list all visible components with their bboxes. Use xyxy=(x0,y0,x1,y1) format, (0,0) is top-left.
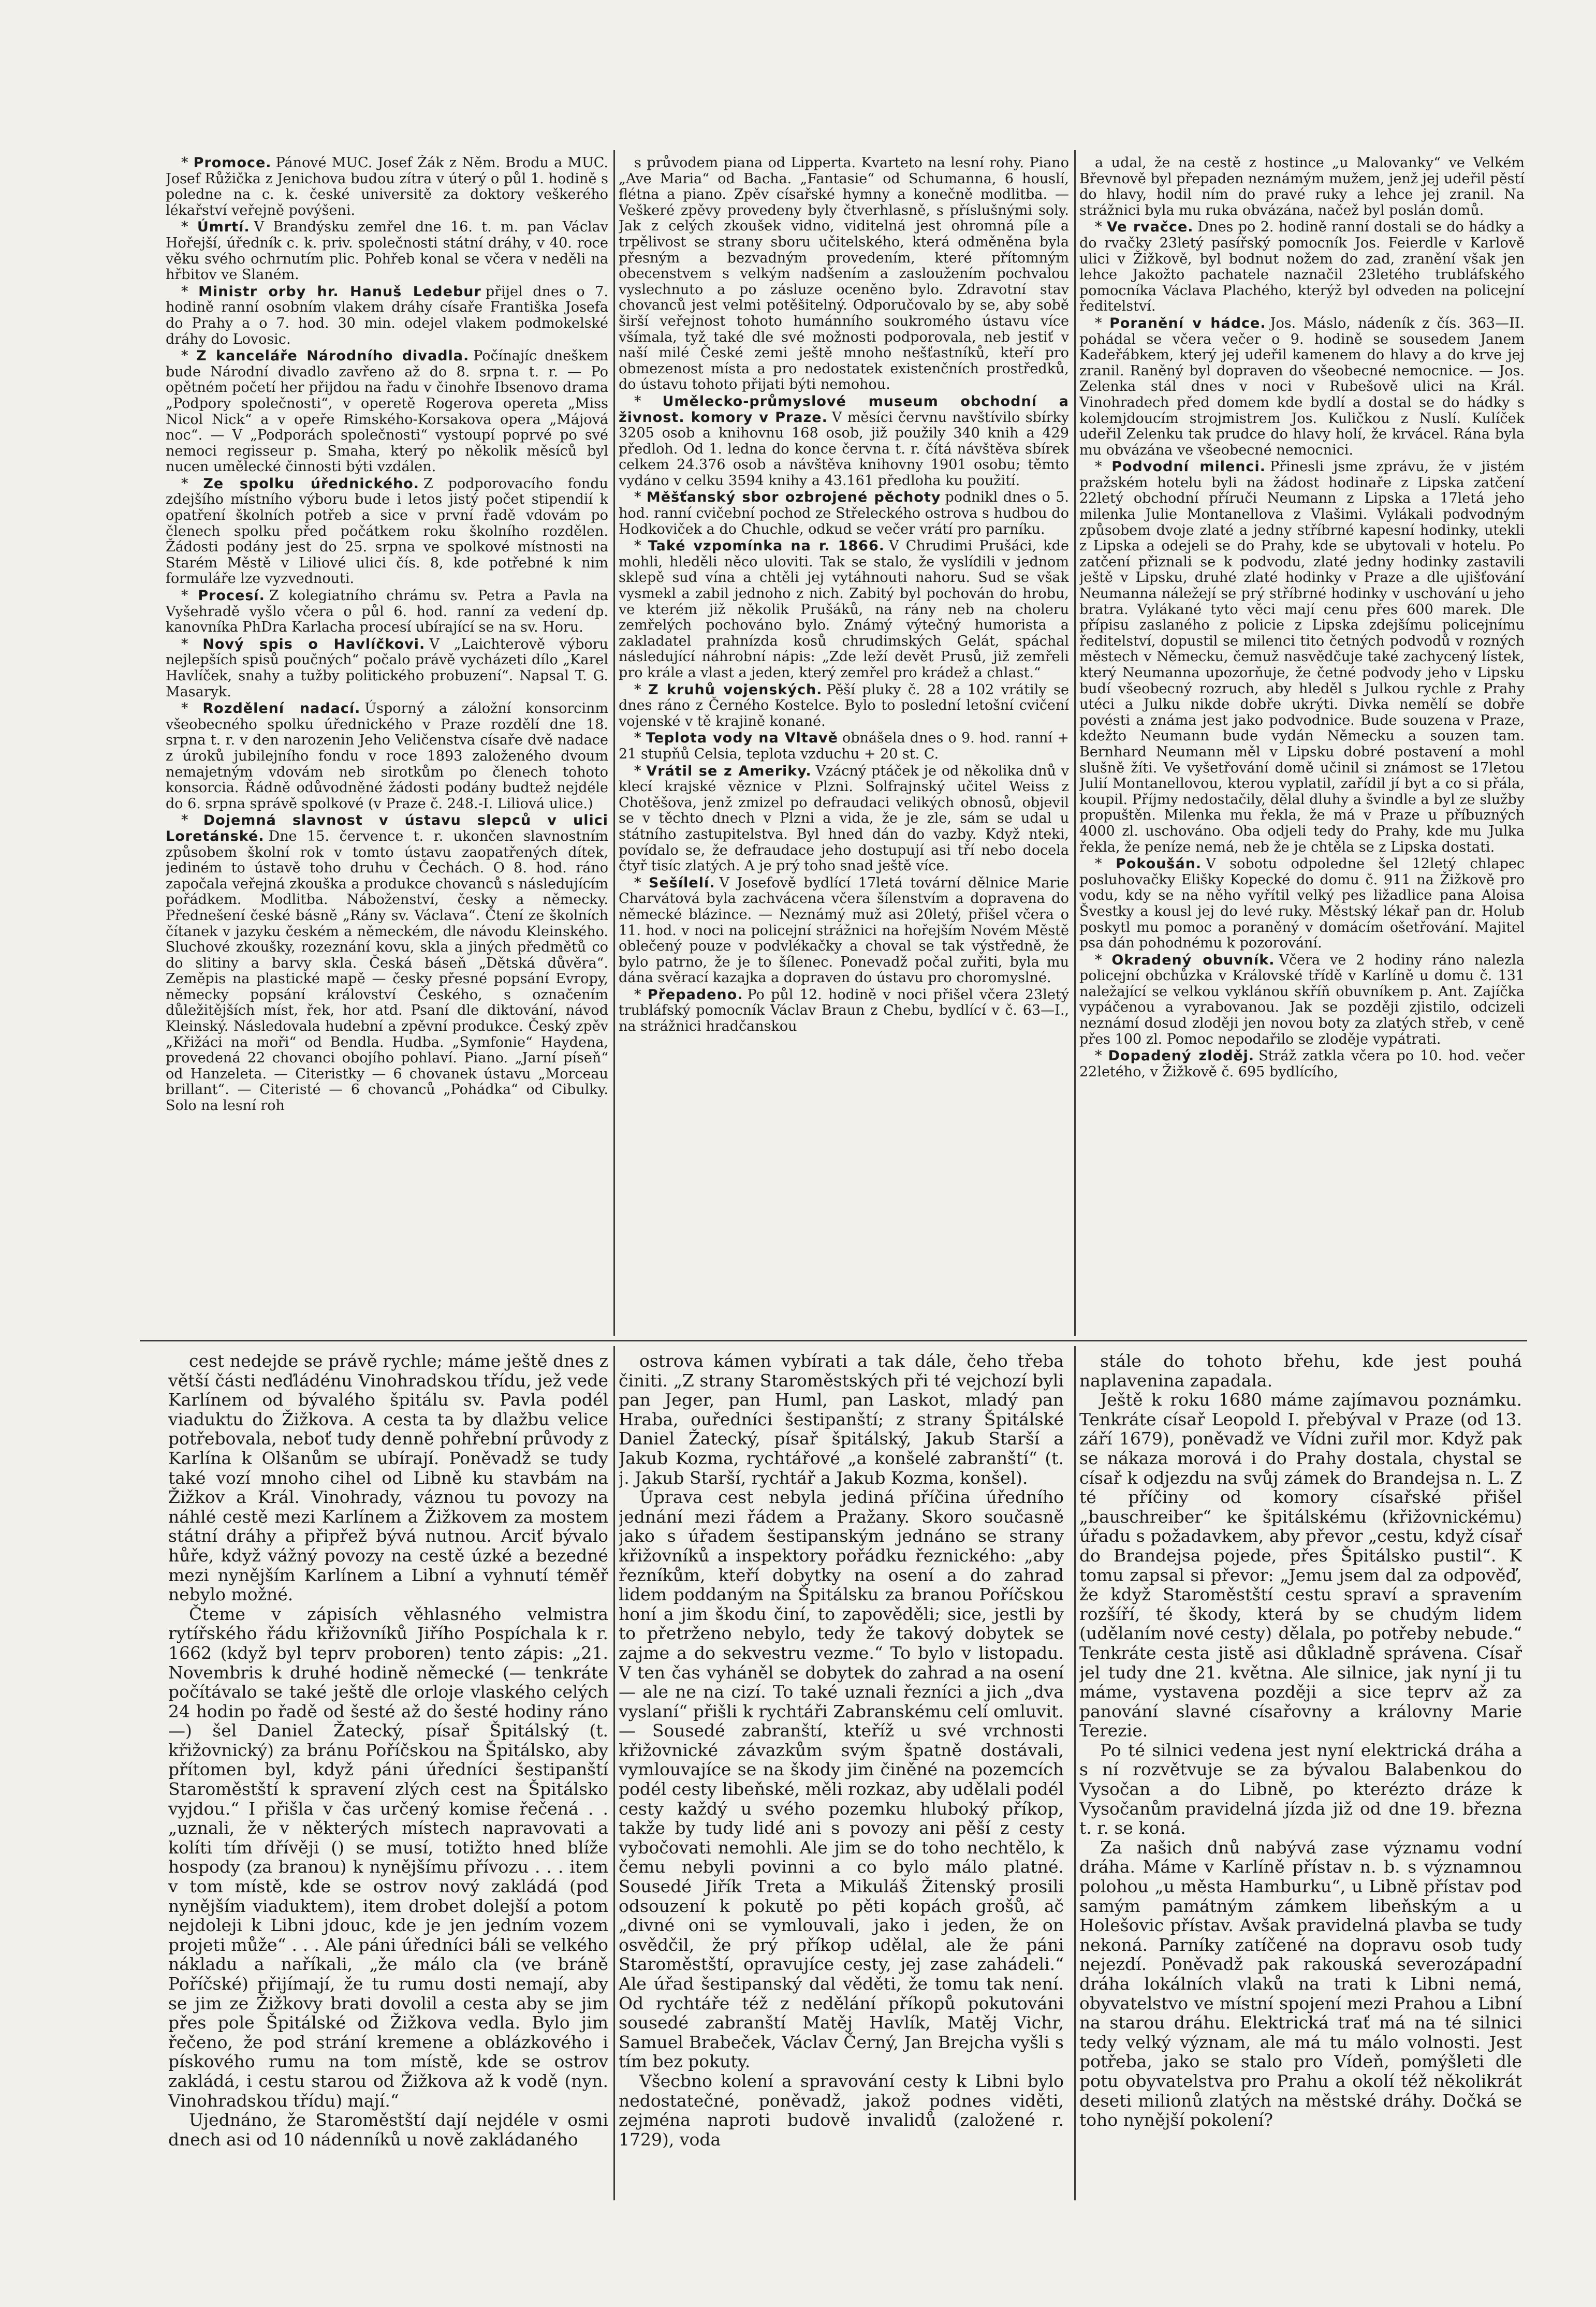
news-headline: Z kanceláře Národního divadla. xyxy=(196,348,470,364)
news-item: * Dopadený zloděj. Stráž zatkla včera po 10. hod. večer 22letého, v Žižkově č. 695 bydlícího, xyxy=(1079,1048,1525,1080)
news-headline: Úmrtí. xyxy=(197,219,250,236)
news-item: * Úmrtí. V Brandýsku zemřel dne 16. t. m. pan Václav Hořejší, úředník c. k. priv. společnosti státní dráhy, v 40. roce věku svého ochrnutím plic. Pohřeb konal se včera v neděli na hřbitov ve Slaném. xyxy=(166,219,608,283)
news-text: Přinesli jsme zprávu, že v jistém pražském hotelu byli na žádost hodinaře z Lipska zatčení 22letý obchodní příruči Neumann z Lipska a 17letá jeho milenka Julie Montanellova z Vlašimi. Vylákali podvodným způsobem dvoje zlaté a jedny stříbrné kapesní hodinky, utekli z Lipska a odejeli se do Prahy, kde se ubytovali v hotelu. Po zatčení přiznali se k podvodu, zlaté jedny hodinky zastavili ještě v Lipsku, druhé zlaté hodinky v Praze a dle ujišťování Neumanna náležejí se prý stříbrné hodinky v uschování u jeho bratra. Vylákané tyto věci mají cenu přes 600 marek. Dle přípisu zaslaného z policie z Lipska zdejšímu policejnímu ředitelství, dopustil se milenci tito četných podvodů v rozných městech v Německu, čemuž nasvědčuje také zachycený lístek, který Neumanna upozorňuje, že četné podvody jeho v Lipsku budí všeobecný rozruch, aby hleděl s Julkou rychle z Prahy utéci a Julku nikde dobře ukrýti. Divka nemělí se dobře povésti a známa jest jako podvodnice. Bude souzena v Praze, kdežto Neumann bude vydán Německu a souzen tam. Bernhard Neumann měl v Lipsku dobré postavení a mohl slušně žíti. Ve vyšetřování domě učinil si známost se 17letou Julií Montanellovou, kterou vyplatil, zařídil jí byt a co si přála, koupil. Příjmy nedostačily, dělal dluhy a švindle a byl ze služby propuštěn. Milenka mu řekla, že má v Praze u příbuzných 4000 zl. uschováno. Oba odjeli tedy do Prahy, kde mu Julka řekla, že peníze nemá, neb že je chtěla se z Lipska dostati. xyxy=(1079,459,1525,855)
news-item: * Teplota vody na Vltavě obnášela dnes o 9. hod. ranní + 21 stupňů Celsia, teplota vzduchu + 20 st. C. xyxy=(619,730,1069,762)
news-headline: Teplota vody na Vltavě xyxy=(646,730,838,747)
news-headline: Měšťanský sbor ozbrojené pěchoty xyxy=(646,489,941,506)
news-item: * Pokoušán. V sobotu odpoledne šel 12letý chlapec posluhovačky Elišky Kopecké do domu č. 911 na Žižkově pro vodu, kdy se na něho vyřítil velký pes ližadlice pana Aloisa Švestky a kousl jej do levé ruky. Městský lékař pan dr. Holub poskytl mu pomoc a poraněný v domácím ošetřování. Majitel psa dán pohodnému k pozorování. xyxy=(1079,856,1525,952)
article-paragraph: Všecbno kolení a spravování cesty k Libni bylo nedostatečné, poněvadž, jakož podnes viděti, zejména naproti budově invalidů (založené r. 1729), voda xyxy=(619,2070,1064,2150)
news-text: V sobotu odpoledne šel 12letý chlapec posluhovačky Elišky Kopecké do domu č. 911 na Žižkově pro vodu, kdy se na něho vyřítil velký pes ližadlice pana Aloisa Švestky a kousl jej do levé ruky. Městský lékař pan dr. Holub poskytl mu pomoc a poraněný v domácím ošetřování. Majitel psa dán pohodnému k pozorování. xyxy=(1079,856,1525,952)
news-item xyxy=(619,155,1069,393)
news-text: Z kolegiatního chrámu sv. Petra a Pavla na Vyšehradě vyšlo včera o půl 6. hod. ranní za vedení dp. kanovníka PhDra Karlacha procesí ubírající se na sv. Horu. xyxy=(166,588,608,636)
news-text: Dnes po 2. hodině ranní dostali se do hádky a do rvačky 23letý pasířský pomocník Jos. Feierdle v Karlově ulici v Žižkově, byl bodnut nožem do zad, zranění však jen lehce Jakožto pachatele naznačil 23letého trubláfského pomocníka Václava Plachého, kterýž byl odveden na policejní ředitelství. xyxy=(1079,219,1525,315)
news-item: * Z kanceláře Národního divadla. Počínajíc dneškem bude Národní divadlo zavřeno až do 8. srpna t. r. — Po opětném početí her přijdou na řadu v činohře Ibsenovo drama „Podpory společnosti“, v operetě Rogerova opereta „Miss Nicol Nick“ a v opeře Rimského-Korsakova opera „Májová noc“. — V „Podporách společnosti“ vystoupí poprvé po své nemoci regisseur p. Smaha, který po několik měsíců byl nucen umělecké činnosti býti vzdálen. xyxy=(166,348,608,475)
news-item: * Dojemná slavnost v ústavu slepců v ulici Loretánské. Dne 15. července t. r. ukončen slavnostním způsobem školní rok v tomto ústavu zaopatřených dítek, jediném to ústavě toho druhu v Čechách. O 8. hod. ráno započala veřejná zkouška a produkce chovanců s následujícím pořádkem. Modlitba. Náboženství, česky a německy. Přednešení české básně „Rány sv. Václava“. Čtení ze školních čítanek v jazyku českém a německém, dle návodu Kleinského. Sluchové zkoušky, rozeznání kovu, skla a jiných předmětů co do slitiny a barvy skla. Česká báseň „Dětská důvěra“. Zeměpis na plastické mapě — česky přesné popsání Evropy, německy popsání království Českého, s označením důležitějších míst, řek, hor atd. Psaní dle diktování, návod Kleinský. Následovala hudební a zpěvní produkce. Český zpěv „Křižáci na moři“ od Bendla. Hudba. „Symfonie“ Haydena, provedená 22 chovanci obojího pohlaví. Piano. „Jarní píseň“ od Hanzeleta. — Citeristky — 6 chovanek ústavu „Morceau brillant“. — Citeristé — 6 chovanců „Pohádka“ od Cibulky. Solo na lesní roh xyxy=(166,812,608,1114)
article-paragraph: stále do tohoto břehu, kde jest pouhá naplavenina zapadala. xyxy=(1079,1351,1522,1391)
article-paragraph: Úprava cest nebyla jediná příčina úředního jednání mezi řádem a Pražany. Skoro současně jako s úřadem šestipanským jednáno se strany křižovníků a inspektory pořádku řeznického: „aby řezníkům, kteří dobytky na osení a do zahrad lidem poddaným na Špitálsku za branou Poříčskou honí a jim škodu činí, to zapověděli; sice, jestli by to přetrženo nebylo, tedy že takový dobytek se zajme a do sekvestru vezme.“ To bylo v listopadu. V ten čas vyháněl se dobytek do zahrad a na osení — ale ne na cizí. To také uznali řezníci a jich „dva vyslaní“ přišli k rychtáři Zabranskému celí omluvit. — Sousedé zabranští, kteříž u své vrchnosti křižovnické závazkům svým špatně dostávali, vymlouvajíce se na škody jim činěné na pozemcích podél cesty libeňské, měli rozkaz, aby udělali podél cesty každý u svého pozemku hluboký příkop, takže by tudy lidé ani s povozy ani pěší z cesty vybočovati nemohli. Ale jim se do toho nechtělo, k čemu nebyli povinni a co bylo málo platné. Sousedé Jiřík Treta a Mikuláš Žitenský prosili odsouzení k pokutě po pěti kopách grošů, ač „divné oni se vymlouvali, jako i jeden, že on osvědčil, že prý příkop udělal, ale že páni Staroměstští, opravujíce cesty, jej zase zahádeli.“ Ale úřad šestipanský dal věděti, že tomu tak není. Od rychtáře též z nedělání příkopů pokutováni sousedé zabranští Matěj Havlík, Matěj Vichr, Samuel Brabeček, Václav Černý, Jan Brejcha vyšli s tím bez pokuty. xyxy=(619,1487,1064,2072)
news-column-left xyxy=(166,155,608,1336)
news-headline: Také vzpomínka na r. 1866. xyxy=(648,538,885,554)
news-headline: Vrátil se z Ameriky. xyxy=(646,763,812,779)
news-headline: Okradený obuvník. xyxy=(1111,952,1275,968)
article-paragraph: Ještě k roku 1680 máme zajímavou poznámku. Tenkráte císař Leopold I. přebýval v Praze (od 13. září 1679), poněvadž ve Vídni zuřil mor. Když pak se nákaza morová i do Prahy dostala, chystal se císař k odjezdu na svůj zámek do Brandejsa n. L. Z té příčiny od komory císařské přišel „bauschreiber“ ke špitálskému (křižovnickému) úřadu s požadavkem, aby převor „cestu, když císař do Brandejsa pojede, přes Špitálsko pustil“. K tomu zapsal si převor: „Jemu jsem dal za odpověď, že když Staroměstští cestu spraví a spravením rozšíří, té škody, která by se chudým lidem (udělaním nové cesty) dělala, po potřeby nebude.“ Tenkráte cesta jistě asi důkladně správena. Císař jel tudy dne 21. května. Ale silnice, jak nyní ji tu máme, vystavena později a sice teprv až za panování slavné císařovny a královny Marie Terezie. xyxy=(1079,1390,1522,1741)
news-text: obnášela dnes o 9. hod. ranní + 21 stupňů Celsia, teplota vzduchu + 20 st. C. xyxy=(619,730,1069,762)
news-item: * Ze spolku úřednického. Z podporovacího fondu zdejšího místního výboru bude i letos jistý počet stipendií k opatření školních potřeb a sice v první řadě vdovám po členech spolku před počátkem roku školního rozdělen. Žádosti podány jest do 25. srpna ve spolkové místnosti na Starém Městě v Liliové ulici čís. 8, kde potřebné k nim formuláře lze vyzvednouti. xyxy=(166,475,608,587)
news-item: * Ministr orby hr. Hanuš Ledebur přijel dnes o 7. hodině ranní osobním vlakem dráhy císaře Františka Josefa do Prahy a o 7. hod. 30 min. odejel vlakem podmokelské dráhy do Lovosic. xyxy=(166,283,608,347)
article-paragraph: Ujednáno, že Staroměstští dají nejdéle v osmi dnech asi od 10 nádenníků u nově zakládaného xyxy=(168,2110,608,2150)
news-text: Z podporovacího fondu zdejšího místního výboru bude i letos jistý počet stipendií k opatření školních potřeb a sice v první řadě vdovám po členech spolku před počátkem roku školního rozdělen. Žádosti podány jest do 25. srpna ve spolkové místnosti na Starém Městě v Liliové ulici čís. 8, kde potřebné k nim formuláře lze vyzvednouti. xyxy=(166,475,608,587)
news-text: Počínajíc dneškem bude Národní divadlo zavřeno až do 8. srpna t. r. — Po opětném početí her přijdou na řadu v činohře Ibsenovo drama „Podpory společnosti“, v operetě Rogerova opereta „Miss Nicol Nick“ a v opeře Rimského-Korsakova opera „Májová noc“. — V „Podporách společnosti“ vystoupí poprvé po své nemoci regisseur p. Smaha, který po několik měsíců byl nucen umělecké činnosti býti vzdálen. xyxy=(166,348,608,475)
feuilleton-column-right xyxy=(1079,1351,1522,2200)
news-item: * Podvodní milenci. Přinesli jsme zprávu, že v jistém pražském hotelu byli na žádost hodinaře z Lipska zatčení 22letý obchodní příruči Neumann z Lipska a 17letá jeho milenka Julie Montanellova z Vlašimi. Vylákali podvodným způsobem dvoje zlaté a jedny stříbrné kapesní hodinky, utekli z Lipska a odejeli se do Prahy, kde se ubytovali v hotelu. Po zatčení přiznali se k podvodu, zlaté jedny hodinky zastavili ještě v Lipsku, druhé zlaté hodinky v Praze a dle ujišťování Neumanna náležejí se prý stříbrné hodinky v uschování u jeho bratra. Vylákané tyto věci mají cenu přes 600 marek. Dle přípisu zaslaného z policie z Lipska zdejšímu policejnímu ředitelství, dopustil se milenci tito četných podvodů v rozných městech v Německu, čemuž nasvědčuje také zachycený lístek, který Neumanna upozorňuje, že četné podvody jeho v Lipsku budí všeobecný rozruch, aby hleděl s Julkou rychle z Prahy utéci a Julku nikde dobře ukrýti. Divka nemělí se dobře povésti a známa jest jako podvodnice. Bude souzena v Praze, kdežto Neumann bude vydán Německu a souzen tam. Bernhard Neumann měl v Lipsku dobré postavení a mohl slušně žíti. Ve vyšetřování domě učinil si známost se 17letou Julií Montanellovou, kterou vyplatil, zařídil jí byt a co si přála, koupil. Příjmy nedostačily, dělal dluhy a švindle a byl ze služby propuštěn. Milenka mu řekla, že má v Praze u příbuzných 4000 zl. uschováno. Oba odjeli tedy do Prahy, kde mu Julka řekla, že peníze nemá, neb že je chtěla se z Lipska dostati. xyxy=(1079,459,1525,855)
news-headline: Dopadený zloděj. xyxy=(1108,1048,1255,1064)
news-headline: Sešílelí. xyxy=(649,874,715,891)
news-text: s průvodem piana od Lipperta. Kvarteto na lesní rohy. Piano „Ave Maria“ od Bacha. „Fantasie“ od Schumanna, 6 houslí, flétna a piano. Zpěv císařské hymny a konečně modlitba. — Veškeré zpěvy provedeny byly čtverhlasně, s příslušnými soly. Jak z celých zkoušek vidno, viditelná jest ohromná píle a trpělivost se strany sboru učitelského, která odměněna byla přesným a bezvadným provedením, které přítomným obecenstvem s velkým nadšením a zasloužením pochvalou vyslechnuto a po zásluze oceněno bylo. Zdravotní stav chovanců jest velmi potěšitelný. Odporučovalo by se, aby sobě širší veřejnost tohoto humánního soukromého ústavu více všímala, tyž také dle své možnosti podporovala, neb jestiť v naší milé České zemi ještě mnoho nešťastníků, kteří pro obmezenost místa a pro nedostatek existenčních prostředků, do ústavu tohoto přijati býti nemohou. xyxy=(619,155,1069,393)
article-paragraph: Za našich dnů nabývá zase významu vodní dráha. Máme v Karlíně přístav n. b. s významnou polohou „u města Hamburku“, u Libně přístav pod samým památným zámkem libeňským a u Holešovic přístav. Avšak pravidelná plavba se tudy nekoná. Parníky zatíčené na dopravu osob tudy nejezdí. Poněvadž pak rakouská severozápadní dráha lokálních vlaků na trati k Libni nemá, obyvatelstvo ve místní spojení mezi Prahou a Libní na starou dráhu. Elektrická trať má na té silnici tedy velký význam, ale má tu málo volnosti. Jest potřeba, jako se stalo pro Vídeň, pomýšleti dle potu obyvatelstva pro Prahu a okolí též několikrát deseti milionů zlatých na městské dráhy. Dočká se toho nynější pokolení? xyxy=(1079,1837,1522,2130)
news-item: * Také vzpomínka na r. 1866. V Chrudimi Prušáci, kde mohli, hleděli něco uloviti. Tak se stalo, že vyslídili v jednom sklepě sud vína a chtěli jej vytáhnouti nahoru. Sud se však vysmekl a zabil jednoho z nich. Zabitý byl pochován do hrobu, ve kterém již několik Prušáků, na rány neb na choleru zemřelých pochováno bylo. Známý výtečný humorista a zakladatel prahnízda kosů chrudimských Gelát, spáchal následující náhrobní nápis: „Zde leží devět Prusů, již zemřeli pro krále a vlast a jeden, který zemřel pro krádež a chlast.“ xyxy=(619,538,1069,681)
article-paragraph: ostrova kámen vybírati a tak dále, čeho třeba činiti. „Z strany Staroměstských při té vejchozí byli pan Jeger, pan Huml, pan Laskot, mladý pan Hraba, ouředníci šestipanští; z strany Špitálské Daniel Žatecký, písař špitálský, Jakub Starší a Jakub Kozma, rychtářové „a konšelé zabranští“ (t. j. Jakub Starší, rychtář a Jakub Kozma, konšel). xyxy=(619,1351,1064,1488)
news-headline: Ve rvačce. xyxy=(1106,219,1194,236)
news-headline: Umělecko-průmyslové museum obchodní a živnost. komory v Praze. xyxy=(619,393,1069,426)
column-divider xyxy=(613,1346,615,2200)
news-headline: Dojemná slavnost v ústavu slepců v ulici Loretánské. xyxy=(166,812,608,844)
column-divider xyxy=(1074,150,1076,1336)
feuilleton-column-middle xyxy=(619,1351,1064,2200)
news-text: Pánové MUC. Josef Žák z Něm. Brodu a MUC. Josef Růžička z Jenichova budou zítra v úterý o půl 1. hodině s poledne na c. k. české universitě za doktory veškerého lékařství veřejně povýšeni. xyxy=(166,155,608,218)
news-item: * Přepadeno. Po půl 12. hodině v noci přišel včera 23letý trubláfský pomocník Václav Braun z Chebu, bydlící v č. 63—I., na strážnici hradčanskou xyxy=(619,986,1069,1035)
news-text: V „Laichterově výboru nejlepších spisů poučných“ počalo právě vycházeti dílo „Karel Havlíček, snahy a tužby politického probuzení“. Napsal T. G. Masaryk. xyxy=(166,636,608,700)
article-paragraph: Po té silnici vedena jest nyní elektrická dráha a s ní rozvětvuje se za bývalou Balabenkou do Vysočan a do Libně, po kterézto dráze k Vysočanům pravidelná jízda již od dne 19. března t. r. se koná. xyxy=(1079,1740,1522,1838)
news-headline: Promoce. xyxy=(193,155,272,171)
news-item: * Poranění v hádce. Jos. Máslo, nádeník z čís. 363—II. pohádal se včera večer o 9. hodině se sousedem Janem Kadeřábkem, který jej udeřil kamenem do hlavy a do krve jej zranil. Raněný byl dopraven do všeobecné nemocnice. — Jos. Zelenka stál dnes v noci v Rubešově ulici na Král. Vinohradech před domem kde bydlí a dostal se do hádky s kolemjdoucím strojmistrem Jos. Kuličkou z Nuslí. Kulíček udeřil Zelenku tak prudce do hlavy holí, že krvácel. Rána byla mu obvázána ve všeobecné nemocnici. xyxy=(1079,315,1525,458)
news-headline: Z kruhů vojenských. xyxy=(648,681,823,698)
feuilleton-column-left xyxy=(168,1351,608,2200)
news-text: V Brandýsku zemřel dne 16. t. m. pan Václav Hořejší, úředník c. k. priv. společnosti státní dráhy, v 40. roce věku svého ochrnutím plic. Pohřeb konal se včera v neděli na hřbitov ve Slaném. xyxy=(166,219,608,283)
news-text: přijel dnes o 7. hodině ranní osobním vlakem dráhy císaře Františka Josefa do Prahy a o 7. hod. 30 min. odejel vlakem podmokelské dráhy do Lovosic. xyxy=(166,283,608,347)
news-column-middle xyxy=(619,155,1069,1336)
news-headline: Procesí. xyxy=(198,588,265,604)
news-text: V měsíci červnu navštívilo sbírky 3205 osob a knihovnu 168 osob, již použily 340 knih a 429 předloh. Od 1. ledna do konce června t. r. čítá návštěva sbírek celkem 24.376 osob a návštěva knihovny 1901 osobu; těmto vydáno v celku 3594 knihy a 43.161 předloha ku použití. xyxy=(619,409,1069,489)
news-headline: Rozdělení nadací. xyxy=(202,700,361,717)
news-text: Dne 15. července t. r. ukončen slavnostním způsobem školní rok v tomto ústavu zaopatřených dítek, jediném to ústavě toho druhu v Čechách. O 8. hod. ráno započala veřejná zkouška a produkce chovanců s následujícím pořádkem. Modlitba. Náboženství, česky a německy. Přednešení české básně „Rány sv. Václava“. Čtení ze školních čítanek v jazyku českém a německém, dle návodu Kleinského. Sluchové zkoušky, rozeznání kovu, skla a jiných předmětů co do slitiny a barvy skla. Česká báseň „Dětská důvěra“. Zeměpis na plastické mapě — česky přesné popsání Evropy, německy popsání království Českého, s označením důležitějších míst, řek, hor atd. Psaní dle diktování, návod Kleinský. Následovala hudební a zpěvní produkce. Český zpěv „Křižáci na moři“ od Bendla. Hudba. „Symfonie“ Haydena, provedená 22 chovanci obojího pohlaví. Piano. „Jarní píseň“ od Hanzeleta. — Citeristky — 6 chovanek ústavu „Morceau brillant“. — Citeristé — 6 chovanců „Pohádka“ od Cibulky. Solo na lesní roh xyxy=(166,828,608,1114)
news-headline: Ministr orby hr. Hanuš Ledebur xyxy=(198,283,481,300)
news-text: V Josefově bydlící 17letá tovární dělnice Marie Charvátová byla zachvácena včera šílenstvím a dopravena do německé blázince. — Neznámý muž asi 20letý, přišel včera o 11. hod. v noci na policejní strážnici na hořejším Novém Městě oblečený pouze v podvlékačky a choval se tak výstředně, že bylo patrno, že je to šílenec. Ponevadž počal zuřiti, byla mu dána svěrací kazajka a dopraven do ústavu pro choromyslné. xyxy=(619,874,1069,986)
news-item: * Umělecko-průmyslové museum obchodní a živnost. komory v Praze. V měsíci červnu navštívilo sbírky 3205 osob a knihovnu 168 osob, již použily 340 knih a 429 předloh. Od 1. ledna do konce června t. r. čítá návštěva sbírek celkem 24.376 osob a návštěva knihovny 1901 osobu; těmto vydáno v celku 3594 knihy a 43.161 předloha ku použití. xyxy=(619,393,1069,489)
article-paragraph: cest nedejde se právě rychle; máme ještě dnes z větší části neďládénu Vinohradskou třídu, jež vede Karlínem od bývalého špitálu sv. Pavla podél viaduktu do Žižkova. A cesta ta by dlažbu velice potřebovala, neboť tudy denně pohřební průvody z Karlína k Olšanům se ubírají. Poněvadž se tudy také vozí mnoho cihel od Libně ku stavbám na Žižkov a Král. Vinohrady, váznou tu povozy na náhlé cestě mezi Karlínem a Žižkovem za mostem státní dráhy a připřež bývá nutnou. Arciť bývalo hůře, když vážný povozy na cestě úzké a bezedné mezi nynějším Karlínem a Libní a vyhnutí téměř nebylo možné. xyxy=(168,1351,608,1605)
news-item: * Nový spis o Havlíčkovi. V „Laichterově výboru nejlepších spisů poučných“ počalo právě vycházeti dílo „Karel Havlíček, snahy a tužby politického probuzení“. Napsal T. G. Masaryk. xyxy=(166,636,608,700)
news-text: Po půl 12. hodině v noci přišel včera 23letý trubláfský pomocník Václav Braun z Chebu, bydlící v č. 63—I., na strážnici hradčanskou xyxy=(619,986,1069,1035)
news-item: * Ve rvačce. Dnes po 2. hodině ranní dostali se do hádky a do rvačky 23letý pasířský pomocník Jos. Feierdle v Karlově ulici v Žižkově, byl bodnut nožem do zad, zranění však jen lehce Jakožto pachatele naznačil 23letého trubláfského pomocníka Václava Plachého, kterýž byl odveden na policejní ředitelství. xyxy=(1079,219,1525,315)
article-paragraph: Čteme v zápisích věhlasného velmistra rytířského řádu křižovníků Jiřího Pospíchala k r. 1662 (když byl teprv proboren) tento zápis: „21. Novembris k druhé hodině německé (— tenkráte počítávalo se také ještě dle orloje vlaského celých 24 hodin po řadě od šesté až do šesté hodiny ráno —) šel Daniel Žatecký, písař Špitálský (t. křižovnický) za bránu Poříčskou na Špitálsko, aby přítomen byl, když páni úředníci šestipanští Staroměstští k spravení zlých cest na Špitálsko vyjdou.“ I přišla v čas určený komise řečená . . „uznali, že v některých místech napravovati a kolíti tím dřívěji () se musí, totižto hned blíže hospody (za branou) k nynějšímu přívozu . . . item v tom místě, kde se ostrov nový zakládá (pod nynějším viaduktem), item drobet dolejší a potom nejdoleji k Libni jdouc, kde je jen jedním vozem projeti může“ . . . Ale páni úředníci báli se velkého nákladu a naříkali, „že málo cla (ve bráně Poříčské) přijímají, že tu rumu dosti nemají, aby se jim ze Žižkovy brati dovolil a cesta aby se jim přes pole Špitálské od Žižkova vedla. Bylo jim řečeno, že pod strání kremene a oblázkového i pískového rumu na tom místě, kde se ostrov zakládá, i cestu starou od Žižkova až k vodě (nyn. Vinohradskou třídu) mají.“ xyxy=(168,1603,608,2111)
news-item: * Měšťanský sbor ozbrojené pěchoty podnikl dnes o 5. hod. ranní cvičební pochod ze Střeleckého ostrova s hudbou do Hodkoviček a do Chuchle, odkud se večer vrátí pro parníku. xyxy=(619,489,1069,537)
news-text: podnikl dnes o 5. hod. ranní cvičební pochod ze Střeleckého ostrova s hudbou do Hodkoviček a do Chuchle, odkud se večer vrátí pro parníku. xyxy=(619,489,1069,537)
news-headline: Přepadeno. xyxy=(647,986,743,1003)
news-text: Včera ve 2 hodiny ráno nalezla policejní obchůzka v Královské třídě v Karlíně u domu č. 131 naležající se velkou vyklánou skříň obuvníkem p. Ant. Zajíčka vypáčenou a vyrabovanou. Jak se později zjistilo, odcizeli neznámí dosud zloději jen novou boty za zlatých střeb, v ceně přes 100 zl. Pomoc nepodařilo se zloděje vypátrati. xyxy=(1079,952,1525,1047)
news-item: * Z kruhů vojenských. Pěší pluky č. 28 a 102 vrátily se dnes ráno z Černého Kostelce. Bylo to poslední letošní cvičení vojenské v tě krajině konané. xyxy=(619,681,1069,729)
news-column-right xyxy=(1079,155,1525,1336)
column-divider xyxy=(1074,1346,1076,2200)
news-text: Vzácný ptáček je od několika dnů v klecí krajské věznice v Plzni. Solfrajnský učitel Weiss z Chotěšova, jenž zmizel po defraudaci velikých obnosů, objevil se v těchto dnech v Plzni a vida, že je zle, sám se udal u státního zastupitelstva. Byl hned dán do vazby. Když nteki, povídalo se, že defraudace jeho dostupují asi tří nebo docela čtyř tisíc zlatých. A je prý toho snad ještě více. xyxy=(619,763,1069,874)
news-text: Stráž zatkla včera po 10. hod. večer 22letého, v Žižkově č. 695 bydlícího, xyxy=(1079,1048,1525,1080)
news-headline: Poranění v hádce. xyxy=(1109,315,1266,331)
news-item: * Sešílelí. V Josefově bydlící 17letá tovární dělnice Marie Charvátová byla zachvácena včera šílenstvím a dopravena do německé blázince. — Neznámý muž asi 20letý, přišel včera o 11. hod. v noci na policejní strážnici na hořejším Novém Městě oblečený pouze v podvlékačky a choval se tak výstředně, že bylo patrno, že je to šílenec. Ponevadž počal zuřiti, byla mu dána svěrací kazajka a dopraven do ústavu pro choromyslné. xyxy=(619,874,1069,986)
news-headline: Pokoušán. xyxy=(1116,856,1202,872)
news-headline: Ze spolku úřednického. xyxy=(203,475,420,492)
column-divider xyxy=(613,150,615,1336)
news-text: Úsporný a záložní konsorcinm všeobecného spolku úřednického v Praze rozdělí dne 18. srpna t. r. v den narozenin Jeho Veličenstva císaře dvě nadace z úroků jubilejního fondu v roce 1893 založeného dvoum nemajetným vdovám neb sirotkům po členech tohoto konsorcia. Řádně odůvodněné žádosti podány budtež nejdéle do 6. srpna správě spolkové (v Praze č. 248.-I. Liliová ulice.) xyxy=(166,700,608,812)
section-divider xyxy=(140,1340,1527,1341)
news-item: * Rozdělení nadací. Úsporný a záložní konsorcinm všeobecného spolku úřednického v Praze rozdělí dne 18. srpna t. r. v den narozenin Jeho Veličenstva císaře dvě nadace z úroků jubilejního fondu v roce 1893 založeného dvoum nemajetným vdovám neb sirotkům po členech tohoto konsorcia. Řádně odůvodněné žádosti podány budtež nejdéle do 6. srpna správě spolkové (v Praze č. 248.-I. Liliová ulice.) xyxy=(166,700,608,812)
news-text: Pěší pluky č. 28 a 102 vrátily se dnes ráno z Černého Kostelce. Bylo to poslední letošní cvičení vojenské v tě krajině konané. xyxy=(619,681,1069,729)
news-item xyxy=(1079,155,1525,218)
news-item: * Okradený obuvník. Včera ve 2 hodiny ráno nalezla policejní obchůzka v Královské třídě v Karlíně u domu č. 131 naležající se velkou vyklánou skříň obuvníkem p. Ant. Zajíčka vypáčenou a vyrabovanou. Jak se později zjistilo, odcizeli neznámí dosud zloději jen novou boty za zlatých střeb, v ceně přes 100 zl. Pomoc nepodařilo se zloděje vypátrati. xyxy=(1079,952,1525,1047)
news-headline: Nový spis o Havlíčkovi. xyxy=(202,636,426,652)
news-item: * Promoce. Pánové MUC. Josef Žák z Něm. Brodu a MUC. Josef Růžička z Jenichova budou zítra v úterý o půl 1. hodině s poledne na c. k. české universitě za doktory veškerého lékařství veřejně povýšeni. xyxy=(166,155,608,218)
news-item: * Procesí. Z kolegiatního chrámu sv. Petra a Pavla na Vyšehradě vyšlo včera o půl 6. hod. ranní za vedení dp. kanovníka PhDra Karlacha procesí ubírající se na sv. Horu. xyxy=(166,588,608,636)
news-text: Jos. Máslo, nádeník z čís. 363—II. pohádal se včera večer o 9. hodině se sousedem Janem Kadeřábkem, který jej udeřil kamenem do hlavy a do krve jej zranil. Raněný byl dopraven do všeobecné nemocnice. — Jos. Zelenka stál dnes v noci v Rubešově ulici na Král. Vinohradech před domem kde bydlí a dostal se do hádky s kolemjdoucím strojmistrem Jos. Kuličkou z Nuslí. Kulíček udeřil Zelenku tak prudce do hlavy holí, že krvácel. Rána byla mu obvázána ve všeobecné nemocnici. xyxy=(1079,315,1525,458)
news-headline: Podvodní milenci. xyxy=(1111,459,1266,475)
news-item: * Vrátil se z Ameriky. Vzácný ptáček je od několika dnů v klecí krajské věznice v Plzni. Solfrajnský učitel Weiss z Chotěšova, jenž zmizel po defraudaci velikých obnosů, objevil se v těchto dnech v Plzni a vida, že je zle, sám se udal u státního zastupitelstva. Byl hned dán do vazby. Když nteki, povídalo se, že defraudace jeho dostupují asi tří nebo docela čtyř tisíc zlatých. A je prý toho snad ještě více. xyxy=(619,763,1069,874)
news-text: V Chrudimi Prušáci, kde mohli, hleděli něco uloviti. Tak se stalo, že vyslídili v jednom sklepě sud vína a chtěli jej vytáhnouti nahoru. Sud se však vysmekl a zabil jednoho z nich. Zabitý byl pochován do hrobu, ve kterém již několik Prušáků, na rány neb na choleru zemřelých pochováno bylo. Známý výtečný humorista a zakladatel prahnízda kosů chrudimských Gelát, spáchal následující náhrobní nápis: „Zde leží devět Prusů, již zemřeli pro krále a vlast a jeden, který zemřel pro krádež a chlast.“ xyxy=(619,538,1069,681)
news-text: a udal, že na cestě z hostince „u Malovanky“ ve Velkém Břevnově byl přepaden neznámým mužem, jenž jej udeřil pěstí do hlavy, hodil ním do pravé ruky a lehce jej zranil. Na strážnici byla mu ruka obvázána, načež byl poslán domů. xyxy=(1079,155,1525,218)
